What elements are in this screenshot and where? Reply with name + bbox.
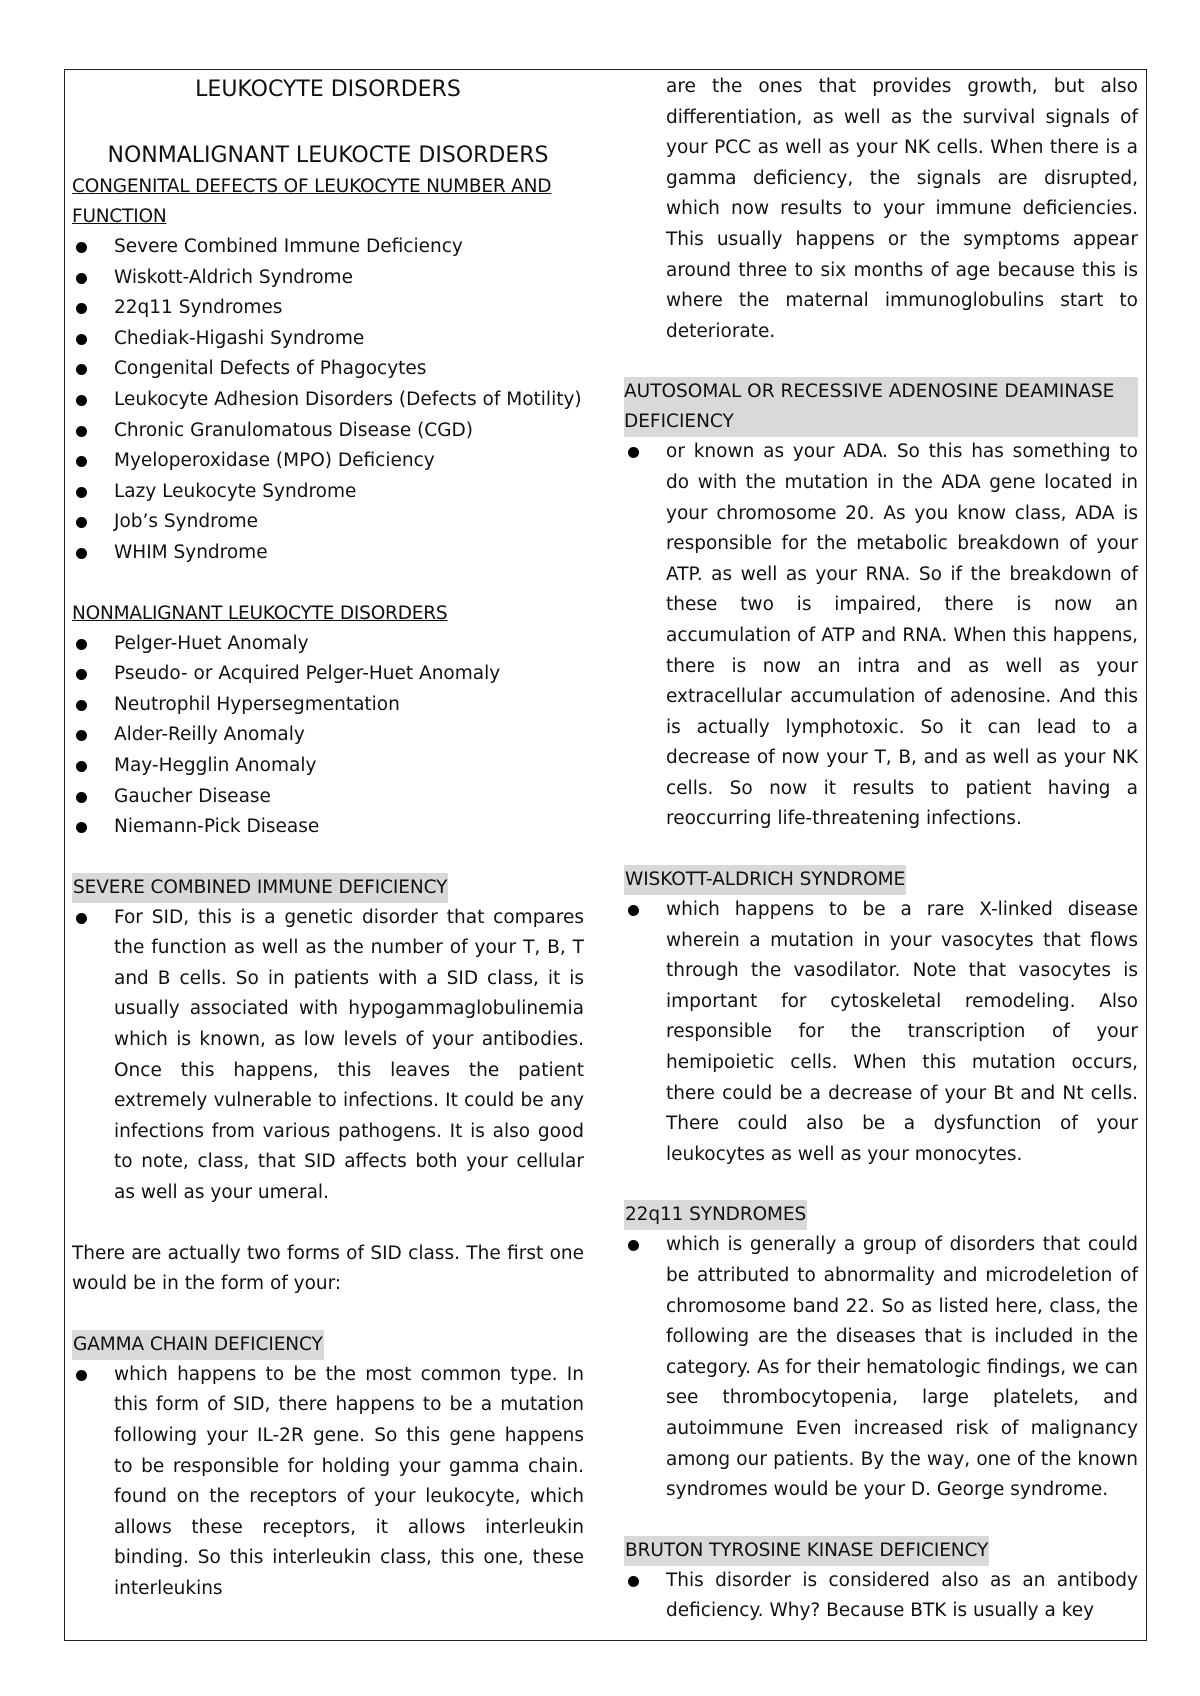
list-item: Niemann-Pick Disease: [72, 812, 584, 843]
page-title: LEUKOCYTE DISORDERS: [195, 77, 461, 102]
list-item: Pelger-Huet Anomaly: [72, 629, 584, 660]
btk-bullet: This disorder is considered also as an antibody deficiency. Why? Because BTK is usually a key: [624, 1566, 1138, 1627]
btk-heading: BRUTON TYROSINE KINASE DEFICIENCY: [624, 1536, 989, 1566]
gamma-heading: GAMMA CHAIN DEFICIENCY: [72, 1330, 324, 1360]
list-item: Myeloperoxidase (MPO) Deficiency: [72, 446, 584, 477]
page-subtitle: NONMALIGNANT LEUKOCTE DISORDERS: [107, 143, 549, 168]
scid-paragraph: There are actually two forms of SID class. The first one would be in the form of your:: [72, 1242, 584, 1295]
ada-heading: AUTOSOMAL OR RECESSIVE ADENOSINE DEAMINASE DEFICIENCY: [624, 377, 1138, 437]
list-item: WHIM Syndrome: [72, 538, 584, 569]
s22q11-bullet: which is generally a group of disorders that could be attributed to abnormality and microdeletion of chromosome band 22. So as listed here, class, the following are the diseases that is included in the category. As for their hematologic findings, we can see thrombocytopenia, large platelets, and autoimmune Even increased risk of malignancy among our patients. By the way, one of the known syndromes would be your D. George syndrome.: [624, 1230, 1138, 1505]
nonmalignant-heading: NONMALIGNANT LEUKOCYTE DISORDERS: [72, 602, 448, 624]
right-column: [624, 72, 1138, 1627]
list-item: Gaucher Disease: [72, 782, 584, 813]
s22q11-heading: 22q11 SYNDROMES: [624, 1200, 807, 1230]
list-item: Severe Combined Immune Deficiency: [72, 232, 584, 263]
congenital-heading: CONGENITAL DEFECTS OF LEUKOCYTE NUMBER AND FUNCTION: [72, 176, 552, 227]
ada-bullet: or known as your ADA. So this has something to do with the mutation in the ADA gene located in your chromosome 20. As you know class, ADA is responsible for the metabolic breakdown of your ATP. as well as your RNA. So if the breakdown of these two is impaired, there is now an accumulation of ATP and RNA. When this happens, there is now an intra and as well as your extracellular accumulation of adenosine. And this is actually lymphotoxic. So it can lead to a decrease of now your T, B, and as well as your NK cells. So now it results to patient having a reoccurring life-threatening infections.: [624, 437, 1138, 835]
scid-heading: SEVERE COMBINED IMMUNE DEFICIENCY: [72, 873, 448, 903]
list-item: Neutrophil Hypersegmentation: [72, 690, 584, 721]
list-item: Chediak-Higashi Syndrome: [72, 324, 584, 355]
congenital-list: [72, 232, 584, 569]
gamma-bullet: which happens to be the most common type. In this form of SID, there happens to be a mutation following your IL-2R gene. So this gene happens to be responsible for holding your gamma chain. found on the receptors of your leukocyte, which allows these receptors, it allows interleukin binding. So this interleukin class, this one, these interleukins: [72, 1360, 584, 1605]
nonmalignant-list: [72, 629, 584, 843]
list-item: Alder-Reilly Anomaly: [72, 720, 584, 751]
scid-bullet: For SID, this is a genetic disorder that compares the function as well as the number of your T, B, T and B cells. So in patients with a SID class, it is usually associated with hypogammaglobulinemia which is known, as low levels of your antibodies. Once this happens, this leaves the patient extremely vulnerable to infections. It could be any infections from various pathogens. It is also good to note, class, that SID affects both your cellular as well as your umeral.: [72, 903, 584, 1209]
list-item: Leukocyte Adhesion Disorders (Defects of Motility): [72, 385, 584, 416]
list-item: Chronic Granulomatous Disease (CGD): [72, 416, 584, 447]
list-item: Congenital Defects of Phagocytes: [72, 354, 584, 385]
left-column: [72, 70, 584, 1605]
list-item: May-Hegglin Anomaly: [72, 751, 584, 782]
gamma-continued: are the ones that provides growth, but also differentiation, as well as the survival signals of your PCC as well as your NK cells. When there is a gamma deficiency, the signals are disrupted, which now results to your immune deficiencies. This usually happens or the symptoms appear around three to six months of age because this is where the maternal immunoglobulins start to deteriorate.: [666, 76, 1138, 342]
list-item: Lazy Leukocyte Syndrome: [72, 477, 584, 508]
list-item: Pseudo- or Acquired Pelger-Huet Anomaly: [72, 659, 584, 690]
list-item: 22q11 Syndromes: [72, 293, 584, 324]
wiskott-heading: WISKOTT-ALDRICH SYNDROME: [624, 865, 906, 895]
list-item: Job’s Syndrome: [72, 507, 584, 538]
list-item: Wiskott-Aldrich Syndrome: [72, 263, 584, 294]
wiskott-bullet: which happens to be a rare X-linked disease wherein a mutation in your vasocytes that flows through the vasodilator. Note that vasocytes is important for cytoskeletal remodeling. Also responsible for the transcription of your hemipoietic cells. When this mutation occurs, there could be a decrease of your Bt and Nt cells. There could also be a dysfunction of your leukocytes as well as your monocytes.: [624, 895, 1138, 1170]
